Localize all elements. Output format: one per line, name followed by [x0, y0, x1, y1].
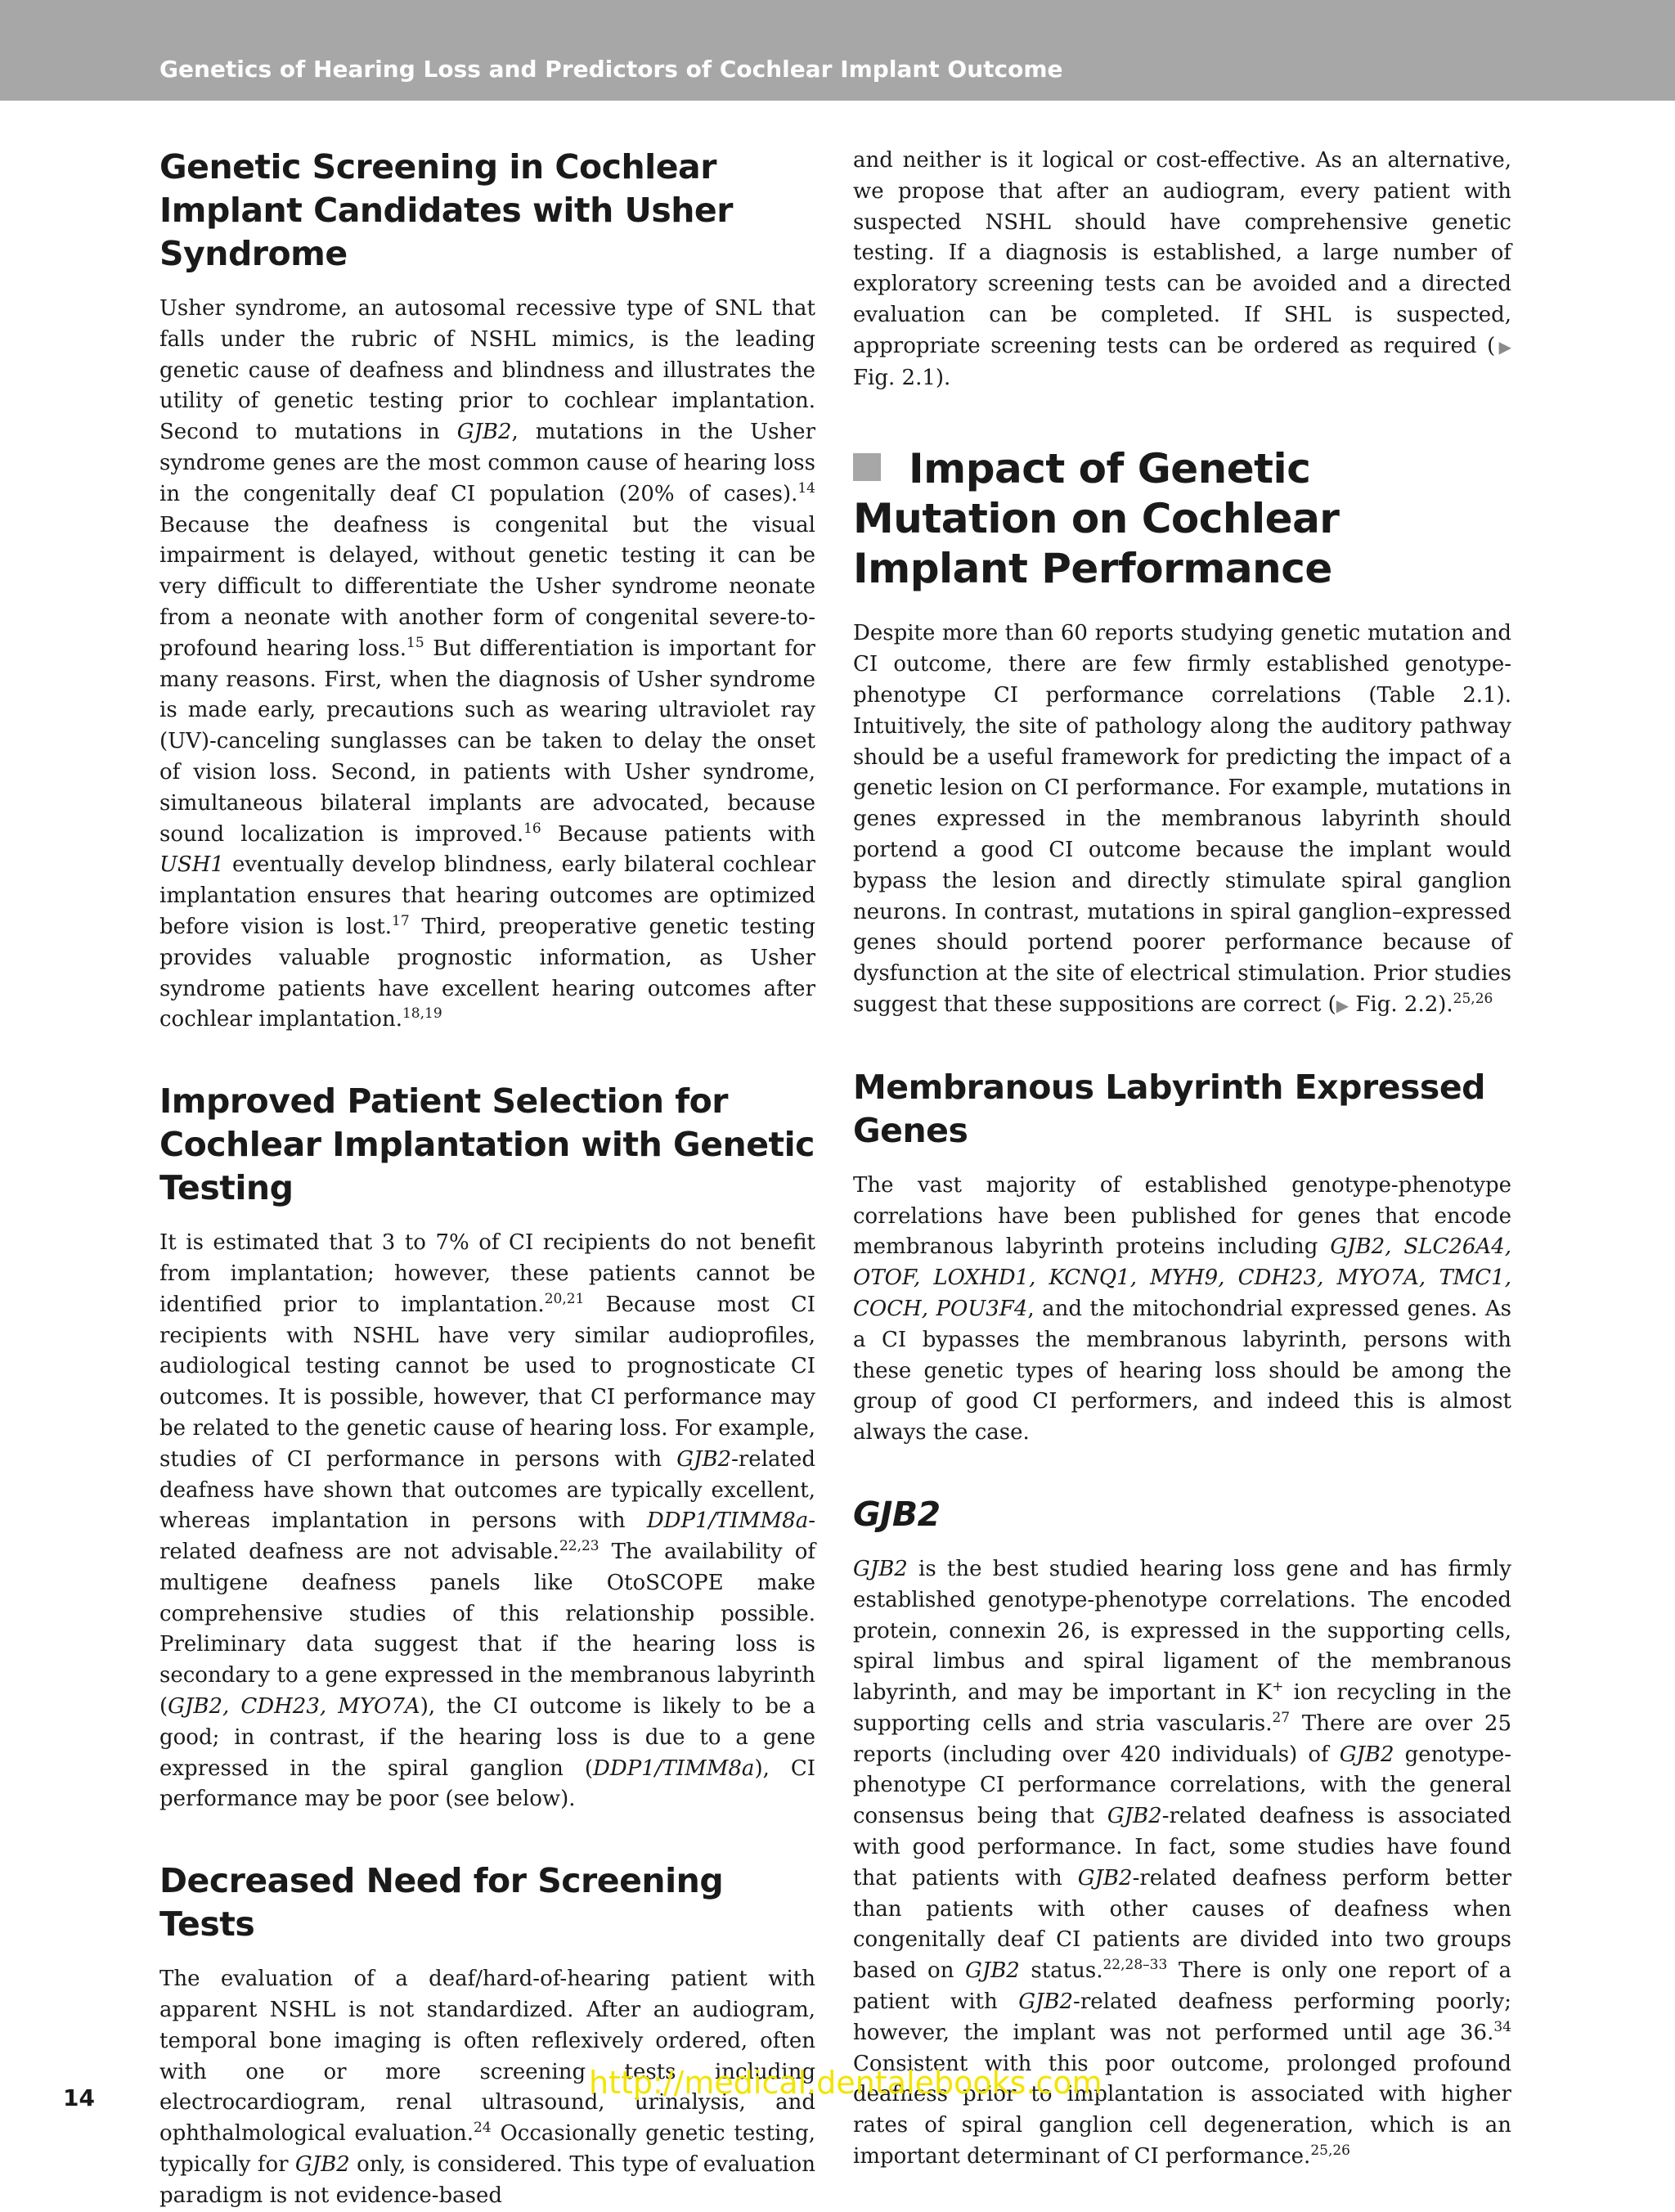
reference-superscript: 18,19 — [402, 1005, 442, 1023]
text-run: Consistent with this poor outcome, prolonged profound deafness prior to implantation is associated with higher rates of spiral ganglion cell degeneration, which is an important determinant of CI performance. — [853, 2051, 1511, 2169]
gene-name: GJB2 — [1018, 1989, 1074, 2015]
text-run: There is only one report of a patient with — [853, 1958, 1511, 2015]
section-heading-patient-selection: Improved Patient Selection for Cochlear Implantation with Genetic Testing — [159, 1081, 815, 1208]
gene-name: GJB2 — [1077, 1865, 1133, 1891]
gene-name: GJB2 — [965, 1958, 1020, 1984]
text-run: The evaluation of a deaf/hard-of-hearing patient with apparent NSHL is not standardized. After an audiogram, temporal bone imaging is often reflexively ordered, often with one or more screening tests including electrocardiogram, renal ultrasound, urinalysis, and ophthalmological evaluation. — [159, 1967, 815, 2147]
text-run: is the best studied hearing loss gene and has firmly established genotype-phenotype correlations. The encoded protein, connexin 26, is expressed in the supporting cells, spiral limbus and spiral ligament of the membranous labyrinth, and may be important in K — [853, 1556, 1511, 1706]
reference-superscript: 34 — [1493, 2018, 1511, 2035]
text-run: , mutations in the Usher syndrome genes are the most common cause of hearing loss in the congenitally deaf CI population (20% of cases). — [159, 420, 815, 506]
paragraph-impact — [853, 618, 1511, 1021]
running-header-title: Genetics of Hearing Loss and Predictors of Cochlear Implant Outcome — [159, 56, 1063, 83]
gene-name: GJB2, SLC26A4, OTOF, LOXHD1, KCNQ1, MYH9, CDH23, MYO7A, TMC1, COCH, POU3F4 — [853, 1234, 1512, 1321]
reference-superscript: 14 — [797, 479, 815, 497]
text-run: -related deafness perform better than patients with other causes of deafness when congenitally deaf CI patients are divided into two groups based on — [853, 1865, 1511, 1984]
figure-arrow-icon: ▶ — [1336, 995, 1349, 1015]
gene-name: USH1 — [159, 852, 224, 878]
gjb2-heading-text: GJB2 — [853, 1494, 941, 1534]
text-run: ), CI performance may be poor (see below). — [159, 1756, 815, 1812]
left-column — [159, 146, 815, 2212]
text-run: status. — [1019, 1958, 1103, 1984]
text-run: But differentiation is important for many reasons. First, when the diagnosis of Usher syndrome is made early, precautions such as wearing ultraviolet ray (UV)-canceling sunglasses can be taken to delay the onset of vision loss. Second, in patients with Usher syndrome, simultaneous bilateral implants are advocated, because sound localization is improved. — [159, 636, 815, 847]
gene-name: GJB2 — [1339, 1742, 1394, 1767]
text-run: and neither is it logical or cost-effective. As an alternative, we propose that after an audiogram, every patient with suspected NSHL should have comprehensive genetic testing. If a diagnosis is established, a large number of exploratory screening tests can be avoided and a directed evaluation can be completed. If SHL is suspected, appropriate screening tests can be ordered as required ( — [853, 148, 1511, 358]
text-run: eventually develop blindness, early bilateral cochlear implantation ensures that hearing outcomes are optimized before vision is lost. — [159, 852, 815, 939]
text-run: -related deafness is associated with good performance. In fact, some studies have found that patients with — [853, 1804, 1511, 1891]
section-heading-screening-tests: Decreased Need for Screening Tests — [159, 1861, 724, 1944]
reference-superscript: 24 — [474, 2120, 492, 2137]
text-run: -related deafness are not advisable. — [159, 1508, 815, 1565]
reference-superscript: 22,23 — [559, 1538, 599, 1555]
text-run: Occasionally genetic testing, typically for — [159, 2121, 815, 2178]
text-run: Because patients with — [541, 821, 815, 847]
paragraph-usher — [159, 294, 815, 1036]
text-run: Usher syndrome, an autosomal recessive type of SNL that falls under the rubric of NSHL mimics, is the leading genetic cause of deafness and blindness and illustrates the utility of genetic testing prior to cochlear implantation. Second to mutations in — [159, 296, 815, 445]
text-run: Because most CI recipients with NSHL have very similar audioprofiles, audiological testing cannot be used to prognosticate CI outcomes. It is possible, however, that CI performance may be related to the genetic cause of hearing loss. For example, studies of CI performance in persons with — [159, 1292, 815, 1472]
gene-name: GJB2 — [676, 1446, 732, 1472]
reference-superscript: 20,21 — [544, 1290, 585, 1307]
text-run: only, is considered. This type of evaluation paradigm is not evidence-based — [159, 2152, 815, 2208]
text-run: -related deafness performing poorly; however, the implant was not performed until age 36. — [853, 1989, 1512, 2045]
reference-superscript: + — [1272, 1679, 1284, 1696]
figure-arrow-icon: ▶ — [1495, 336, 1511, 357]
url-watermark: http://medical.dentalebooks.com — [589, 2065, 1102, 2101]
reference-superscript: 15 — [406, 634, 424, 651]
page-number: 14 — [63, 2084, 95, 2111]
text-run: Despite more than 60 reports studying genetic mutation and CI outcome, there are few firmly established genotype-phenotype CI performance correlations (Table 2.1). Intuitively, the site of pathology along the auditory pathway should be a useful framework for predicting the impact of a genetic lesion on CI performance. For example, mutations in genes expressed in the membranous labyrinth should portend a good CI outcome because the implant would bypass the lesion and directly stimulate spiral ganglion neurons. In contrast, mutations in spiral ganglion–expressed genes should portend poorer performance because of dysfunction at the site of electrical stimulation. Prior studies suggest that these suppositions are correct ( — [853, 621, 1511, 1017]
major-heading-impact — [853, 444, 1511, 594]
gene-name: GJB2 — [1107, 1804, 1162, 1829]
reference-superscript: 17 — [392, 912, 410, 929]
text-run: -related deafness have shown that outcomes are typically excellent, whereas implantation in persons with — [159, 1446, 815, 1534]
gene-name: GJB2 — [456, 420, 512, 445]
gene-name: GJB2, CDH23, MYO7A — [168, 1694, 420, 1720]
section-square-icon — [853, 453, 881, 481]
section-heading-gjb2 — [853, 1493, 1511, 1536]
reference-superscript: 27 — [1272, 1709, 1291, 1726]
gene-name: DDP1/TIMM8a — [593, 1756, 755, 1781]
text-run: There are over 25 reports (including over 420 individuals) of — [853, 1711, 1511, 1767]
running-header-bar — [0, 0, 1675, 101]
text-run: , and the mitochondrial expressed genes. As a CI bypasses the membranous labyrinth, persons with these genetic types of hearing loss should be among the group of good CI performers, and indeed this is almost always the case. — [853, 1296, 1511, 1445]
paragraph-continued — [853, 146, 1511, 393]
right-column — [853, 146, 1511, 2173]
reference-superscript: 25,26 — [1453, 990, 1493, 1007]
gene-name: GJB2 — [853, 1556, 908, 1581]
text-run: Fig. 2.2). — [1349, 991, 1453, 1017]
text-run: Fig. 2.1). — [853, 365, 951, 390]
text-run: Third, preoperative genetic testing provides valuable prognostic information, as Usher syndrome patients have excellent hearing outcomes after cochlear implantation. — [159, 914, 815, 1032]
paragraph-membranous — [853, 1171, 1511, 1449]
gene-name: GJB2 — [294, 2152, 350, 2178]
section-heading-membranous: Membranous Labyrinth Expressed Genes — [853, 1067, 1485, 1150]
text-run: genotype-phenotype CI performance correlations, with the general consensus being that — [853, 1742, 1511, 1829]
section-heading-usher: Genetic Screening in Cochlear Implant Candidates with Usher Syndrome — [159, 147, 733, 273]
reference-superscript: 22,28–33 — [1102, 1957, 1168, 1974]
text-run: ), the CI outcome is likely to be a good; in contrast, if the hearing loss is due to a gene expressed in the spiral ganglion ( — [159, 1694, 815, 1781]
text-run: The availability of multigene deafness panels like OtoSCOPE make comprehensive studies of this relationship possible. Preliminary data suggest that if the hearing loss is secondary to a gene expressed in the membranous labyrinth ( — [159, 1540, 816, 1720]
paragraph-patient-selection — [159, 1228, 815, 1815]
reference-superscript: 16 — [523, 820, 541, 837]
major-heading-text: Impact of Genetic Mutation on Cochlear Implant Performance — [853, 445, 1340, 593]
text-run: ion recycling in the supporting cells and stria vascularis. — [853, 1680, 1511, 1736]
gene-name: DDP1/TIMM8a — [646, 1508, 809, 1534]
reference-superscript: 25,26 — [1310, 2142, 1350, 2160]
text-run: The vast majority of established genotype-phenotype correlations have been published for genes that encode membranous labyrinth proteins including — [853, 1172, 1511, 1260]
text-run: It is estimated that 3 to 7% of CI recipients do not benefit from implantation; however, these patients cannot be identified prior to implantation. — [159, 1230, 815, 1317]
text-run: Because the deafness is congenital but the visual impairment is delayed, without genetic testing it can be very difficult to differentiate the Usher syndrome neonate from a neonate with another form of congenital severe-to-profound hearing loss. — [159, 512, 815, 661]
